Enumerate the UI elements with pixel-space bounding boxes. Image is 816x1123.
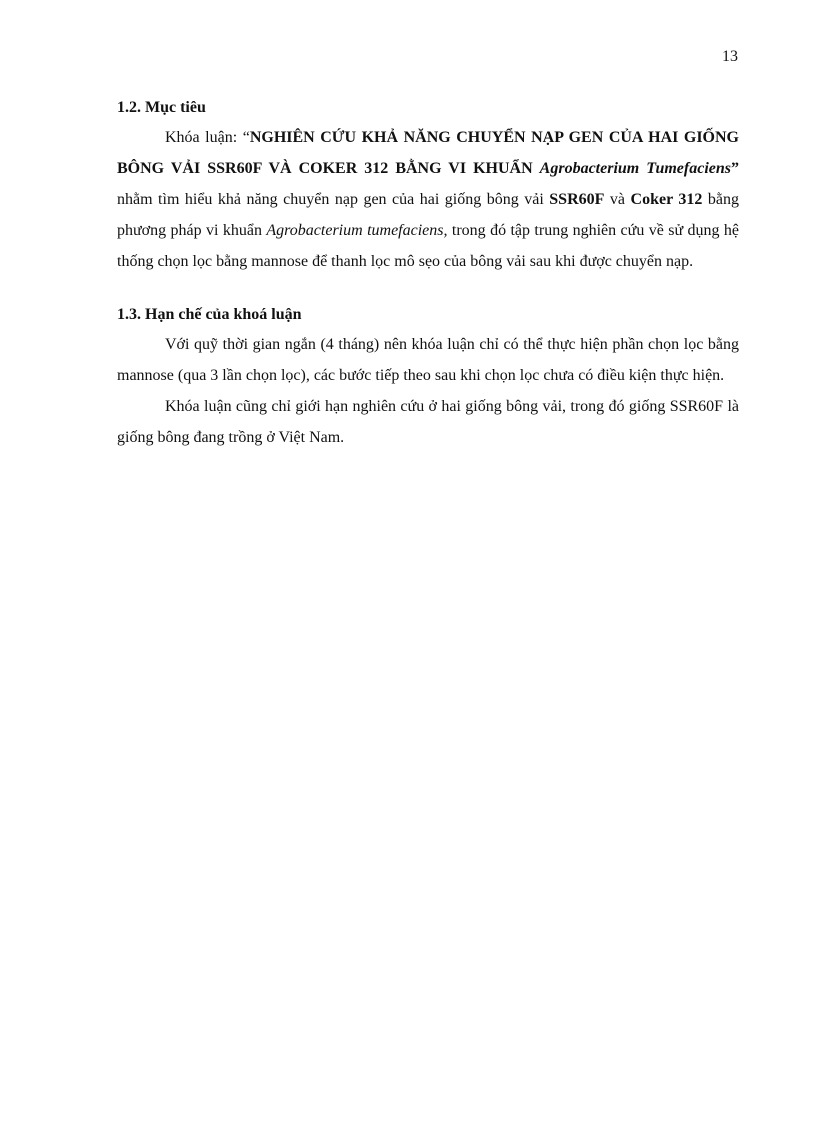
thesis-title-close: ”	[731, 160, 739, 177]
thesis-title-species-1: Agrobacterium	[539, 160, 640, 177]
variety-coker-312: Coker 312	[630, 191, 703, 208]
document-body	[117, 94, 739, 477]
section-heading-objectives: 1.2. Mục tiêu	[117, 99, 206, 116]
objectives-paragraph	[117, 122, 739, 277]
objectives-text-3: bằng phương pháp vi khuẩn	[117, 191, 739, 239]
variety-ssr60f: SSR60F	[549, 191, 605, 208]
thesis-title-caps: NGHIÊN CỨU KHẢ NĂNG CHUYỂN NẠP GEN CỦA HAI GIỐNG BÔNG VẢI SSR60F VÀ COKER 312 BẰNG VI KHUẨN	[117, 129, 739, 177]
page-number: 13	[722, 48, 738, 65]
thesis-title-species-2: Tumefaciens	[646, 160, 731, 177]
objectives-lead: Khóa luận: “	[165, 129, 250, 146]
limitations-paragraph-1: Với quỹ thời gian ngắn (4 tháng) nên khóa luận chỉ có thể thực hiện phần chọn lọc bằng mannose (qua 3 lần chọn lọc), các bước tiếp theo sau khi chọn lọc chưa có điều kiện thực hiện.	[117, 336, 739, 384]
objectives-text-4: trong đó tập trung nghiên cứu về sử dụng hệ thống chọn lọc bằng mannose để thanh lọc mô sẹo của bông vải sau khi được chuyển nạp.	[117, 222, 740, 270]
objectives-text-2: và	[604, 191, 631, 208]
section-objectives	[117, 94, 739, 277]
species-name: Agrobacterium tumefaciens,	[266, 222, 448, 239]
objectives-text-1: nhằm tìm hiểu khả năng chuyển nạp gen của hai giống bông vải	[117, 191, 550, 208]
section-limitations	[117, 301, 739, 453]
limitations-paragraph-2: Khóa luận cũng chỉ giới hạn nghiên cứu ở hai giống bông vải, trong đó giống SSR60F là giống bông đang trồng ở Việt Nam.	[117, 398, 739, 446]
section-heading-limitations: 1.3. Hạn chế của khoá luận	[117, 306, 302, 323]
